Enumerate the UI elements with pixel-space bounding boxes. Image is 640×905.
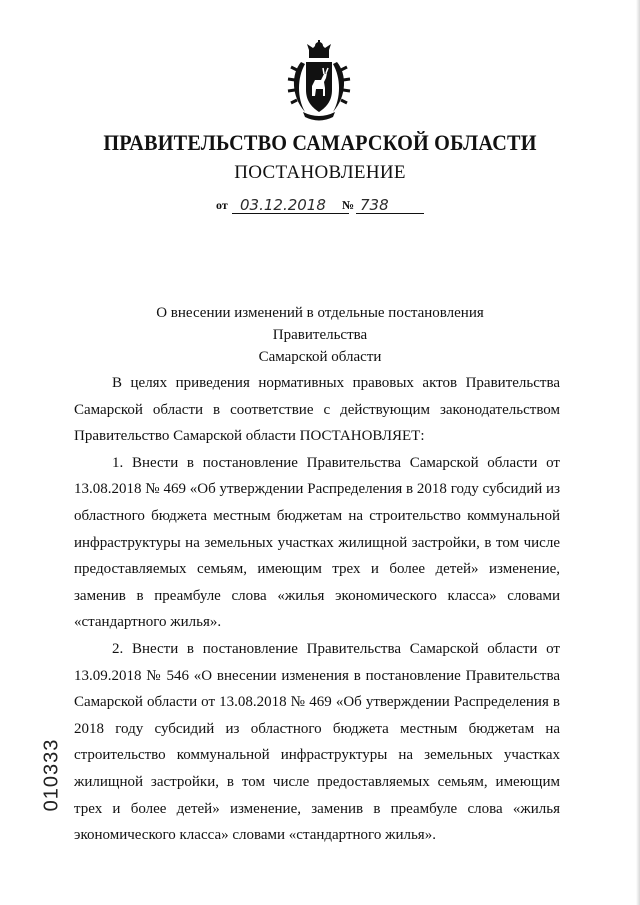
document-subject — [110, 302, 530, 368]
item-1-paragraph: 1. Внести в постановление Правительства Самарской области от 13.08.2018 № 469 «Об утверждении Распределения в 2018 году субсидий из областного бюджета местным бюджетам на строительство коммунальной инфраструктуры на земельных участках жилищной застройки, в том числе предоставляемых семьям, имеющим трех и более детей» изменение, заменив в преамбуле слова «жилья экономического класса» словами «стандартного жилья». — [74, 454, 560, 631]
document-body — [74, 370, 560, 849]
coat-of-arms-icon — [287, 40, 351, 122]
subject-line-2: Самарской области — [258, 349, 382, 365]
number-value: 738 — [360, 196, 389, 214]
item-2-paragraph: 2. Внести в постановление Правительства Самарской области от 13.09.2018 № 546 «О внесении изменения в постановление Правительства Самарской области от 13.08.2018 № 469 «Об утверждении Распределения в 2018 году субсидий из областного бюджета местным бюджетам на строительство коммунальной инфраструктуры на земельных участках жилищной застройки, в том числе предоставляемых семьям, имеющим трех и более детей» изменение, заменив в преамбуле слова «жилья экономического класса» словами «стандартного жилья». — [74, 640, 560, 844]
date-value: 03.12.2018 — [240, 196, 326, 214]
document-type: ПОСТАНОВЛЕНИЕ — [234, 162, 406, 183]
organization-title: ПРАВИТЕЛЬСТВО САМАРСКОЙ ОБЛАСТИ — [103, 130, 537, 155]
serial-number: 010333 — [40, 738, 63, 812]
date-number-line — [216, 192, 436, 216]
date-label: от — [216, 198, 228, 212]
serial-stamp — [38, 730, 66, 820]
page-edge — [636, 0, 640, 905]
number-label: № — [342, 198, 355, 212]
subject-line-1: О внесении изменений в отдельные постановления Правительства — [156, 305, 484, 343]
intro-paragraph: В целях приведения нормативных правовых актов Правительства Самарской области в соответствие с действующим законодательством Правительство Самарской области ПОСТАНОВЛЯЕТ: — [74, 375, 560, 445]
